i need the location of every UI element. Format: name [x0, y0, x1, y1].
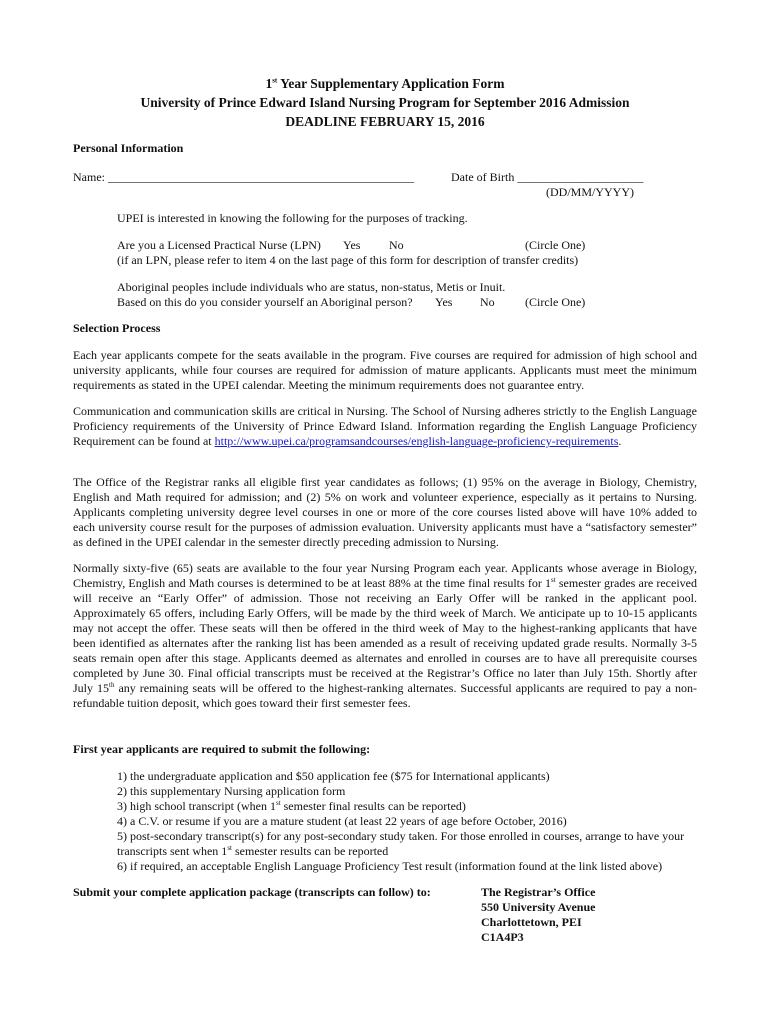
selection-paragraph-4: Normally sixty-five (65) seats are available to the four year Nursing Program each year. Applicants whose average in Biology, Chemistry, English and Math courses is determined to be at least 88% at the time final results for 1st semester grades are received will receive an “Early Offer” of admission. Those not receiving an Early Offer will be ranked in the applicant pool. Approximately 65 offers, including Early Offers, will be made by the third week of March. We anticipate up to 10-15 applicants may not accept the offer. These seats will then be offered in the third week of May to the highest-ranking applicants that have been identified as alternates after the ranking list has been amended as a result of receiving updated grade results. Normally 3-5 seats remain open after this stage. Applicants deemed as alternates and enrolled in courses are to have all prerequisite courses completed by June 30. Final official transcripts must be received at the Registrar’s Office no later than July 15th. Shortly after July 15th any remaining seats will be offered to the highest-ranking alternates. Successful applicants are required to pay a non-refundable tuition deposit, which goes toward their first semester fees.: [73, 561, 697, 710]
package-instruction: Submit your complete application package (transcripts can follow) to:: [73, 885, 431, 899]
submission-heading: First year applicants are required to submit the following:: [73, 742, 371, 756]
submission-list: [117, 769, 697, 874]
list-item: 1) the undergraduate application and $50 application fee ($75 for International applicants): [117, 769, 550, 783]
title-line-2: University of Prince Edward Island Nursing Program for September 2016 Admission: [140, 95, 630, 110]
lpn-circle-hint: (Circle One): [525, 238, 586, 252]
address-line: C1A4P3: [481, 930, 524, 944]
aboriginal-no-option[interactable]: No: [480, 295, 495, 309]
lpn-question: Are you a Licensed Practical Nurse (LPN): [117, 238, 321, 252]
list-item: 3) high school transcript (when 1st semester final results can be reported): [117, 799, 466, 813]
lpn-yes-option[interactable]: Yes: [343, 238, 361, 252]
list-item: 6) if required, an acceptable English Language Proficiency Test result (information found at the link listed above): [117, 859, 663, 873]
selection-process-heading: Selection Process: [73, 321, 161, 335]
list-item: 4) a C.V. or resume if you are a mature student (at least 22 years of age before October, 2016): [117, 814, 567, 828]
personal-info-heading: Personal Information: [73, 141, 184, 155]
tracking-intro: UPEI is interested in knowing the following for the purposes of tracking.: [117, 211, 468, 225]
registrar-address: [481, 885, 595, 945]
list-item: 5) post-secondary transcript(s) for any post-secondary study taken. For those enrolled in courses, arrange to have your transcripts sent when 1st semester results can be reported: [117, 829, 685, 858]
address-line: The Registrar’s Office: [481, 885, 596, 899]
lpn-no-option[interactable]: No: [389, 238, 404, 252]
title-line-1: 1st Year Supplementary Application Form: [265, 76, 505, 91]
list-item: 2) this supplementary Nursing application form: [117, 784, 346, 798]
dob-field[interactable]: Date of Birth _____________________: [451, 170, 644, 184]
dob-format-hint: (DD/MM/YYYY): [546, 185, 634, 199]
form-title: [0, 74, 770, 131]
name-field[interactable]: Name: ___________________________________________________: [73, 170, 414, 184]
address-line: 550 University Avenue: [481, 900, 596, 914]
aboriginal-yes-option[interactable]: Yes: [435, 295, 453, 309]
aboriginal-question: Based on this do you consider yourself an Aboriginal person?: [117, 295, 413, 309]
aboriginal-circle-hint: (Circle One): [525, 295, 586, 309]
selection-paragraph-3: The Office of the Registrar ranks all eligible first year candidates as follows; (1) 95% on the average in Biology, Chemistry, English and Math required for admission; and (2) 5% on work and volunteer experience, especially as it pertains to Nursing. Applicants completing university degree level courses in one or more of the core courses listed above will have 10% added to each university course result for the purposes of admission evaluation. University applicants must have a “satisfactory semester” as defined in the UPEI calendar in the semester directly preceding admission to Nursing.: [73, 475, 697, 549]
deadline-line: DEADLINE FEBRUARY 15, 2016: [285, 114, 485, 129]
address-line: Charlottetown, PEI: [481, 915, 582, 929]
selection-paragraph-2: Communication and communication skills are critical in Nursing. The School of Nursing adheres strictly to the English Language Proficiency requirements of the University of Prince Edward Island. Information regarding the English Language Proficiency Requirement can be found at http://www.upei.ca/programsandcourses/english-language-proficiency-requirements.: [73, 404, 697, 448]
selection-paragraph-1: Each year applicants compete for the seats available in the program. Five courses are required for admission of high school and university applicants, while four courses are required for admission of mature applicants. Applicants must meet the minimum requirements as stated in the UPEI calendar. Meeting the minimum requirements does not guarantee entry.: [73, 348, 697, 392]
aboriginal-definition: Aboriginal peoples include individuals who are status, non-status, Metis or Inuit.: [117, 280, 506, 294]
lpn-note: (if an LPN, please refer to item 4 on the last page of this form for description of transfer credits): [117, 253, 579, 267]
english-proficiency-link[interactable]: http://www.upei.ca/programsandcourses/english-language-proficiency-requirements: [214, 434, 619, 448]
